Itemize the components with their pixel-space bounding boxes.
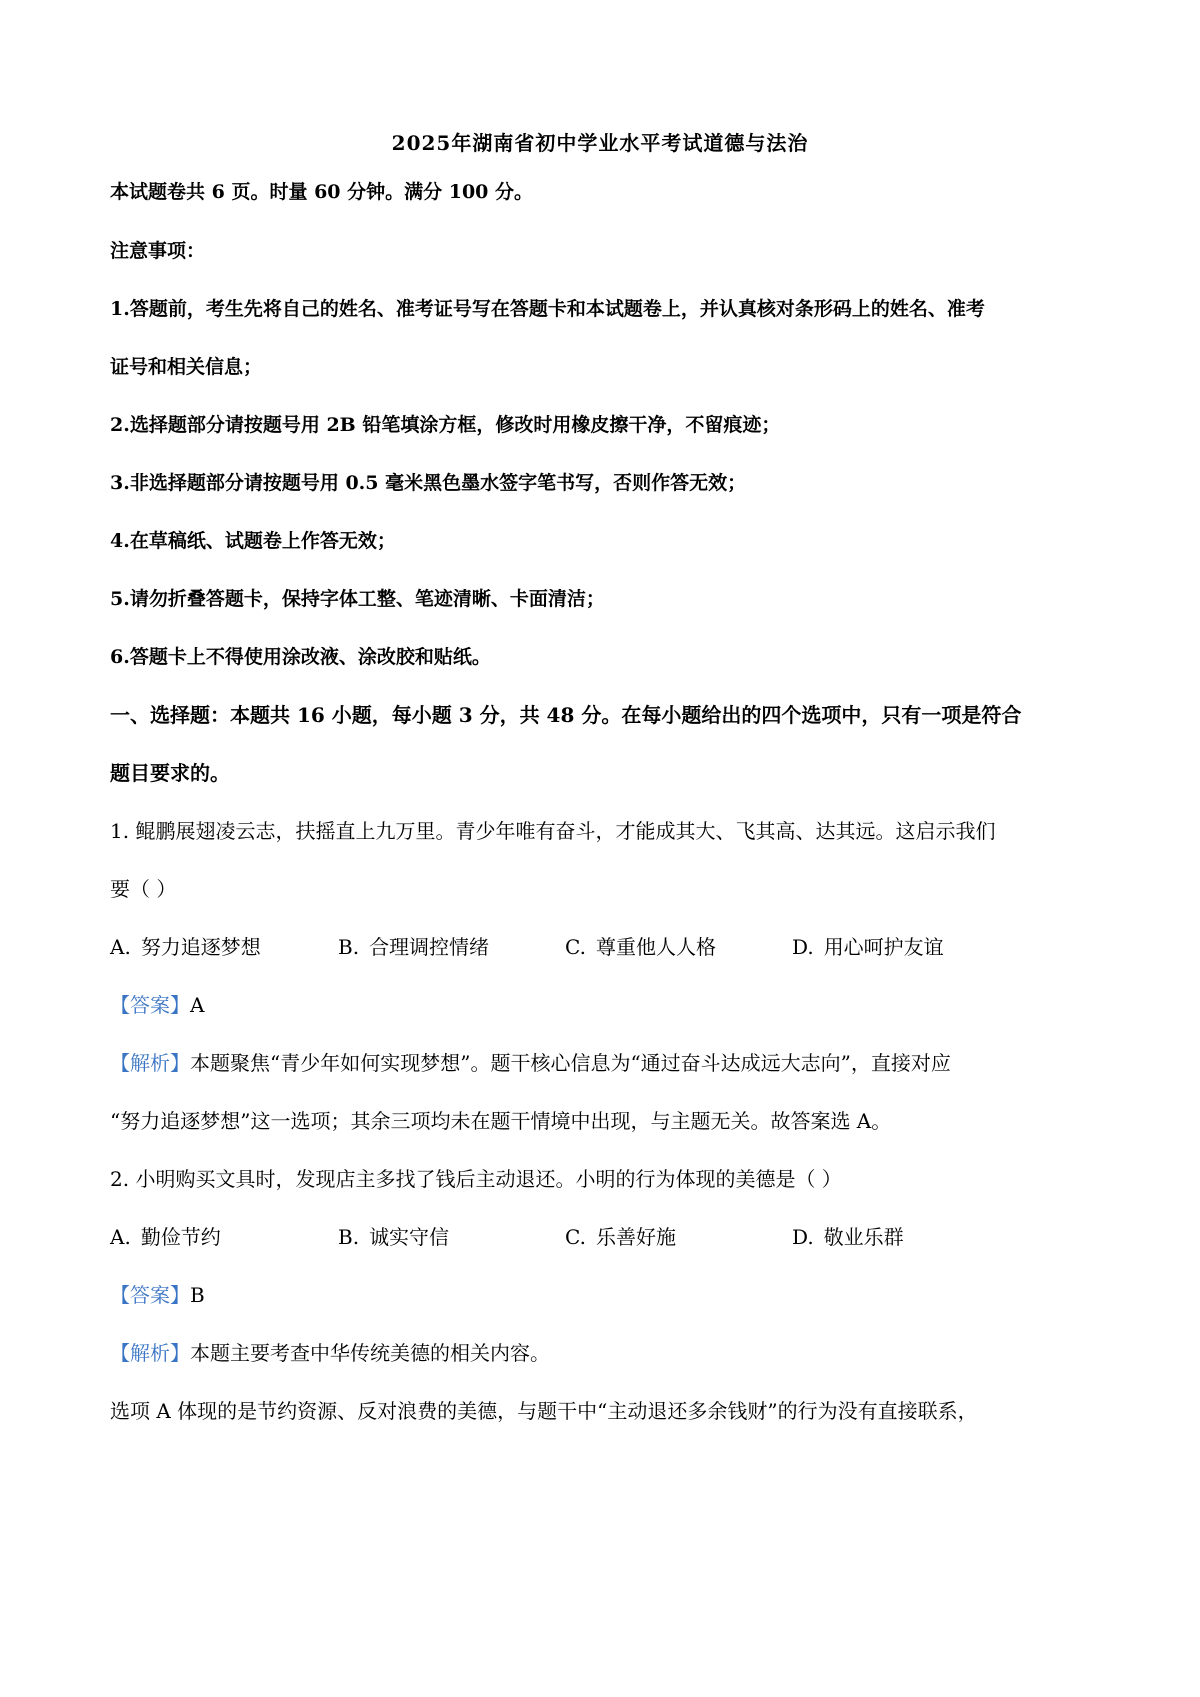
option-letter: A. <box>110 1225 131 1249</box>
question-1-analysis-cont: “努力追逐梦想”这一选项；其余三项均未在题干情境中出现，与主题无关。故答案选 A。 <box>110 1109 892 1133</box>
question-1-options <box>110 932 1100 962</box>
option-c <box>565 1222 676 1252</box>
option-c <box>565 932 716 962</box>
option-b <box>338 1222 449 1252</box>
notice-item-3: 3.非选择题部分请按题号用 0.5 毫米黑色墨水签字笔书写，否则作答无效； <box>110 472 747 494</box>
option-text: 诚实守信 <box>369 1225 450 1249</box>
option-letter: C. <box>565 1225 586 1249</box>
option-letter: A. <box>110 935 131 959</box>
question-2-stem: 2. 小明购买文具时，发现店主多找了钱后主动退还。小明的行为体现的美德是（ ） <box>110 1167 842 1191</box>
option-text: 乐善好施 <box>595 1225 676 1249</box>
question-1-stem-cont: 要（ ） <box>110 877 177 901</box>
section-heading: 一、选择题：本题共 16 小题，每小题 3 分，共 48 分。在每小题给出的四个选项中，只有一项是符合 <box>110 703 1022 727</box>
option-b <box>338 932 489 962</box>
option-letter: B. <box>338 1225 360 1249</box>
option-text: 敬业乐群 <box>823 1225 904 1249</box>
question-1-analysis <box>110 1048 1100 1078</box>
question-2-analysis <box>110 1338 1100 1368</box>
notice-item-2: 2.选择题部分请按题号用 2B 铅笔填涂方框，修改时用橡皮擦干净，不留痕迹； <box>110 414 781 436</box>
exam-meta: 本试题卷共 6 页。时量 60 分钟。满分 100 分。 <box>110 181 534 203</box>
option-letter: B. <box>338 935 360 959</box>
option-a <box>110 1222 221 1252</box>
answer-tag: 【答案】 <box>110 1283 190 1307</box>
notice-item-4: 4.在草稿纸、试题卷上作答无效； <box>110 530 396 552</box>
question-2-answer <box>110 1280 1100 1310</box>
analysis-tag: 【解析】 <box>110 1341 190 1365</box>
question-2-options <box>110 1222 1100 1252</box>
section-heading-cont: 题目要求的。 <box>110 761 230 785</box>
option-d <box>792 1222 904 1252</box>
option-letter: D. <box>792 1225 814 1249</box>
notice-item-1-cont: 证号和相关信息； <box>110 356 263 378</box>
notice-heading: 注意事项： <box>110 240 206 262</box>
option-text: 合理调控情绪 <box>369 935 490 959</box>
option-a <box>110 932 261 962</box>
notice-item-5: 5.请勿折叠答题卡，保持字体工整、笔迹清晰、卡面清洁； <box>110 588 605 610</box>
notice-item-6: 6.答题卡上不得使用涂改液、涂改胶和贴纸。 <box>110 646 491 668</box>
answer-tag: 【答案】 <box>110 993 190 1017</box>
analysis-text: 本题聚焦“青少年如何实现梦想”。题干核心信息为“通过奋斗达成远大志向”，直接对应 <box>190 1051 951 1075</box>
option-text: 勤俭节约 <box>140 1225 221 1249</box>
option-text: 尊重他人人格 <box>595 935 716 959</box>
option-letter: D. <box>792 935 814 959</box>
question-1-stem: 1. 鲲鹏展翅凌云志，扶摇直上九万里。青少年唯有奋斗，才能成其大、飞其高、达其远。这启示我们 <box>110 819 996 843</box>
analysis-text: 本题主要考查中华传统美德的相关内容。 <box>190 1341 550 1365</box>
question-1-answer <box>110 990 1100 1020</box>
page-title: 2025年湖南省初中学业水平考试道德与法治 <box>391 131 809 155</box>
notice-item-1: 1.答题前，考生先将自己的姓名、准考证号写在答题卡和本试题卷上，并认真核对条形码上的姓名、准考 <box>110 298 985 320</box>
question-2-analysis-cont: 选项 A 体现的是节约资源、反对浪费的美德，与题干中“主动退还多余钱财”的行为没有直接联系， <box>110 1399 978 1423</box>
analysis-tag: 【解析】 <box>110 1051 190 1075</box>
option-letter: C. <box>565 935 586 959</box>
option-text: 用心呵护友谊 <box>823 935 944 959</box>
answer-value: A <box>190 993 205 1017</box>
answer-value: B <box>190 1283 205 1307</box>
option-d <box>792 932 944 962</box>
option-text: 努力追逐梦想 <box>140 935 261 959</box>
